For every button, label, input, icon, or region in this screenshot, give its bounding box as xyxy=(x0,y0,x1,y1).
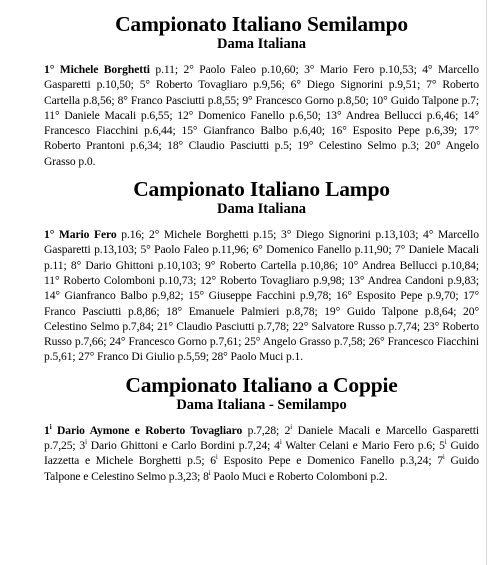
pair-names: Esposito Pepe e Domenico Fanello xyxy=(217,454,395,468)
section-title: Campionato Italiano Lampo xyxy=(133,177,390,202)
pair-entry xyxy=(79,439,274,452)
pair-names: Daniele Macali e Marcello Gasparetti xyxy=(292,423,479,437)
results-paragraph xyxy=(44,227,479,365)
pair-rank: 1 xyxy=(44,423,50,437)
section-coppie xyxy=(44,373,479,484)
pair-rank-and-names xyxy=(79,439,235,452)
pair-rank: 4 xyxy=(274,439,280,453)
pair-rank-and-names xyxy=(285,424,479,437)
pair-names: Walter Celani e Mario Fero xyxy=(281,439,415,453)
section-subtitle: Dama Italiana - Semilampo xyxy=(176,396,347,413)
section-subtitle: Dama Italiana xyxy=(216,36,307,52)
pair-entry xyxy=(274,439,439,452)
pair-rank-suffix: i xyxy=(85,438,87,447)
pair-rank-suffix: i xyxy=(49,422,52,431)
pair-rank: 7 xyxy=(437,454,443,468)
pair-rank-suffix: i xyxy=(444,438,447,447)
page-edge-divider xyxy=(486,0,487,565)
results-paragraph xyxy=(44,62,479,169)
pair-entry xyxy=(44,424,285,437)
section-title: Campionato Italiano Semilampo xyxy=(115,12,408,36)
ranking-text: p.11; 2° Paolo Faleo p.10,60; 3° Mario Fero p.10,53; 4° Marcello Gasparetti p.10,50; 5° Roberto Tovagliaro p.9,56; 6° Diego Signorini p.9,51; 7° Roberto Cartella p.8,56; 8° Franco Pasciutti p.8,55; 9° Francesco Gorno p.8,50; 10° Guido Talpone p.7; 11° Daniele Macali p.6,55; 12° Domenico Fanello p.6,50; 13° Andrea Bellucci p.6,46; 14° Francesco Fiacchini p.6,44; 15° Gianfranco Balbo p.6,40; 16° Esposito Pepe p.6,39; 17° Roberto Prantoni p.6,34; 18° Claudio Pasciutti p.5; 19° Celestino Selmo p.3; 20° Angelo Grasso p.0. xyxy=(44,63,479,168)
pair-score: p.7,28; xyxy=(242,423,285,437)
pair-entry xyxy=(203,470,387,483)
pair-rank-suffix: i xyxy=(215,453,218,462)
pair-score: p.3,24; xyxy=(394,454,438,468)
results-paragraph xyxy=(44,423,479,484)
pair-rank: 8 xyxy=(203,469,209,483)
pair-names: Dario Aymone e Roberto Tovagliaro xyxy=(51,423,243,437)
pair-rank-suffix: i xyxy=(279,438,282,447)
pair-rank: 5 xyxy=(439,439,445,453)
winner-name: 1° Mario Fero xyxy=(44,228,117,242)
pair-score: p.2. xyxy=(367,469,388,483)
pair-names: Paolo Muci e Roberto Colomboni xyxy=(210,469,368,483)
section-lampo xyxy=(44,177,479,365)
pair-rank-and-names xyxy=(203,470,368,483)
pair-entry xyxy=(210,454,437,467)
pair-score: p.6; xyxy=(414,439,440,453)
pair-score: p.7,24; xyxy=(234,439,275,453)
pair-rank: 6 xyxy=(210,454,216,468)
pair-rank-suffix: i xyxy=(290,422,293,431)
section-title: Campionato Italiano a Coppie xyxy=(125,372,398,397)
pair-rank-suffix: i xyxy=(442,453,445,462)
pair-names: Guido Iazzetta e Michele Borghetti xyxy=(44,439,479,468)
pair-rank-and-names xyxy=(44,424,242,437)
pair-score: p.3,23; xyxy=(165,469,204,483)
pair-rank-suffix: i xyxy=(208,468,211,477)
pair-rank-and-names xyxy=(274,439,414,452)
pair-names: Dario Ghittoni e Carlo Bordini xyxy=(86,439,235,453)
winner-name: 1° Michele Borghetti xyxy=(44,63,150,76)
ranking-text: p.16; 2° Michele Borghetti p.15; 3° Diego Signorini p.13,103; 4° Marcello Gasparetti p.13,103; 5° Paolo Faleo p.11,96; 6° Domenico Fanello p.11,90; 7° Daniele Macali p.11; 8° Dario Ghittoni p.10,103; 9° Roberto Cartella p.10,86; 10° Andrea Bellucci p.10,84; 11° Roberto Colomboni p.10,73; 12° Roberto Tovagliaro p.9,98; 13° Andrea Candoni p.9,83; 14° Gianfranco Balbo p.9,82; 15° Giuseppe Facchini p.9,78; 16° Esposito Pepe p.9,70; 17° Franco Pasciutti p.8,86; 18° Emanuele Palmieri p.8,78; 19° Guido Talpone p.8,64; 20° Celestino Selmo p.7,84; 21° Claudio Pasciutti p.7,78; 22° Salvatore Russo p.7,74; 23° Roberto Russo p.7,66; 24° Francesco Gorno p.7,61; 25° Angelo Grasso p.7,58; 26° Francesco Fiacchini p.5,61; 27° Franco Di Giulio p.5,59; 28° Paolo Muci p.1. xyxy=(44,228,479,364)
pair-rank: 2 xyxy=(284,423,291,437)
pair-rank: 3 xyxy=(79,439,86,453)
pair-rank-and-names xyxy=(210,454,394,467)
pair-names: Guido Talpone e Celestino Selmo xyxy=(44,454,479,483)
pair-score: p.5; xyxy=(181,454,211,468)
pair-score: p.7,25; xyxy=(44,439,80,453)
section-subtitle: Dama Italiana xyxy=(216,201,307,218)
section-semilampo xyxy=(44,12,479,169)
